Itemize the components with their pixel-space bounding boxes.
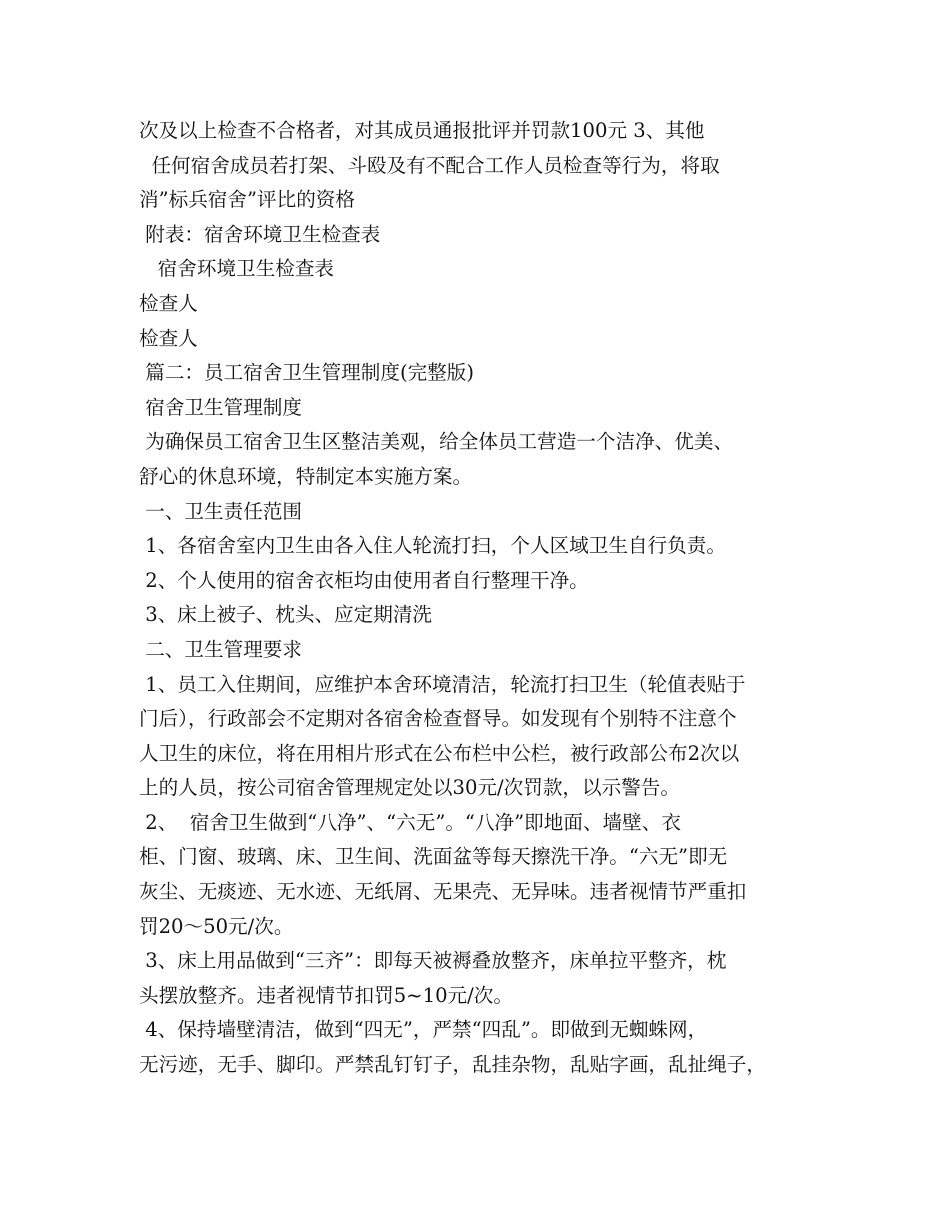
section-title: 宿舍环境卫生检查表 [139, 257, 335, 281]
section-heading: 二、卫生管理要求 [139, 637, 302, 661]
text-line: 头摆放整齐。违者视情节扣罚5~10元/次。 [139, 983, 513, 1007]
text-line: 罚20～50元/次。 [139, 914, 294, 938]
text-line: 3、床上被子、枕头、应定期清洗 [139, 603, 433, 627]
text-line: 舒心的休息环境，特制定本实施方案。 [139, 464, 473, 488]
text-line: 无污迹，无手、脚印。严禁乱钉钉子，乱挂杂物，乱贴字画，乱扯绳子， [139, 1053, 766, 1077]
text-line: 为确保员工宿舍卫生区整洁美观，给全体员工营造一个洁净、优美、 [139, 430, 734, 454]
section-heading: 篇二：员工宿舍卫生管理制度(完整版) [139, 361, 475, 385]
section-title: 宿舍卫生管理制度 [139, 395, 302, 419]
text-line: 4、保持墙壁清洁，做到“四无”，严禁“四乱”。即做到无蜘蛛网， [139, 1018, 708, 1042]
text-line: 2、 宿舍卫生做到“八净”、“六无”。“八净”即地面、墙壁、衣 [139, 810, 681, 834]
text-line: 消”标兵宿舍”评比的资格 [139, 188, 355, 212]
text-line: 上的人员，按公司宿舍管理规定处以30元/次罚款，以示警告。 [139, 776, 680, 800]
text-line: 次及以上检查不合格者，对其成员通报批评并罚款100元 3、其他 [139, 119, 705, 142]
text-line: 1、员工入住期间，应维护本舍环境清洁，轮流打扫卫生（轮值表贴于 [139, 672, 746, 696]
text-line: 检查人 [139, 291, 198, 315]
text-line: 3、床上用品做到“三齐”：即每天被褥叠放整齐，床单拉平整齐，枕 [139, 949, 727, 973]
text-line: 任何宿舍成员若打架、斗殴及有不配合工作人员检查等行为，将取 [139, 153, 720, 177]
text-line: 2、个人使用的宿舍衣柜均由使用者自行整理干净。 [139, 568, 589, 592]
document-body [139, 114, 829, 1083]
section-heading: 一、卫生责任范围 [139, 499, 302, 523]
text-line: 1、各宿舍室内卫生由各入住人轮流打扫，个人区域卫生自行负责。 [139, 534, 726, 558]
text-line: 附表：宿舍环境卫生检查表 [139, 222, 381, 246]
text-line: 灰尘、无痰迹、无水迹、无纸屑、无果壳、无异味。违者视情节严重扣 [139, 880, 747, 904]
text-line: 人卫生的床位，将在用相片形式在公布栏中公栏，被行政部公布2次以 [139, 741, 740, 765]
text-line: 柜、门窗、玻璃、床、卫生间、洗面盆等每天擦洗干净。“六无”即无 [139, 845, 728, 869]
text-line: 门后），行政部会不定期对各宿舍检查督导。如发现有个别特不注意个 [139, 707, 737, 731]
text-line: 检查人 [139, 326, 198, 350]
